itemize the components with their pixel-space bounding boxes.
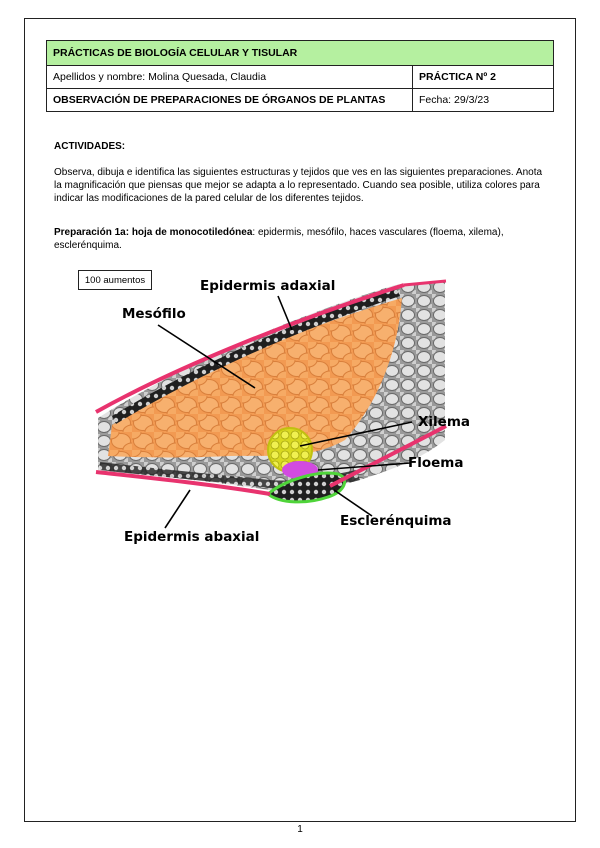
label-esclerenquima: Esclerénquima	[340, 513, 452, 529]
label-mesofilo: Mesófilo	[122, 306, 186, 322]
page-number: 1	[297, 824, 303, 835]
practice-number: PRÁCTICA Nº 2	[413, 66, 554, 89]
activities-heading: ACTIVIDADES:	[54, 141, 126, 152]
student-name: Apellidos y nombre: Molina Quesada, Claudia	[47, 66, 413, 89]
magnification-box: 100 aumentos	[78, 270, 152, 290]
preparation-description: : epidermis, mesófilo, haces vasculares (floema, xilema), esclerénquima.	[54, 227, 504, 251]
course-title: PRÁCTICAS DE BIOLOGÍA CELULAR Y TISULAR	[47, 41, 554, 66]
epidermis-abaxial-leader	[165, 490, 190, 528]
label-xilema: Xilema	[418, 414, 470, 430]
practice-subject: OBSERVACIÓN DE PREPARACIONES DE ÓRGANOS DE PLANTAS	[47, 89, 413, 112]
label-floema: Floema	[408, 455, 464, 471]
label-epidermis-abaxial: Epidermis abaxial	[124, 529, 260, 545]
practice-date: Fecha: 29/3/23	[413, 89, 554, 112]
label-epidermis-adaxial: Epidermis adaxial	[200, 278, 336, 294]
instructions-paragraph: Observa, dibuja e identifica las siguientes estructuras y tejidos que ves en las siguientes preparaciones. Anota la magnificación que piensas que mejor se adapta a lo representado. Cuando sea posible, utiliza colores para indicar las modificaciones de la pared celular de los diferentes tejidos.	[54, 167, 543, 204]
preparation-title: Preparación 1a: hoja de monocotiledónea	[54, 227, 253, 238]
